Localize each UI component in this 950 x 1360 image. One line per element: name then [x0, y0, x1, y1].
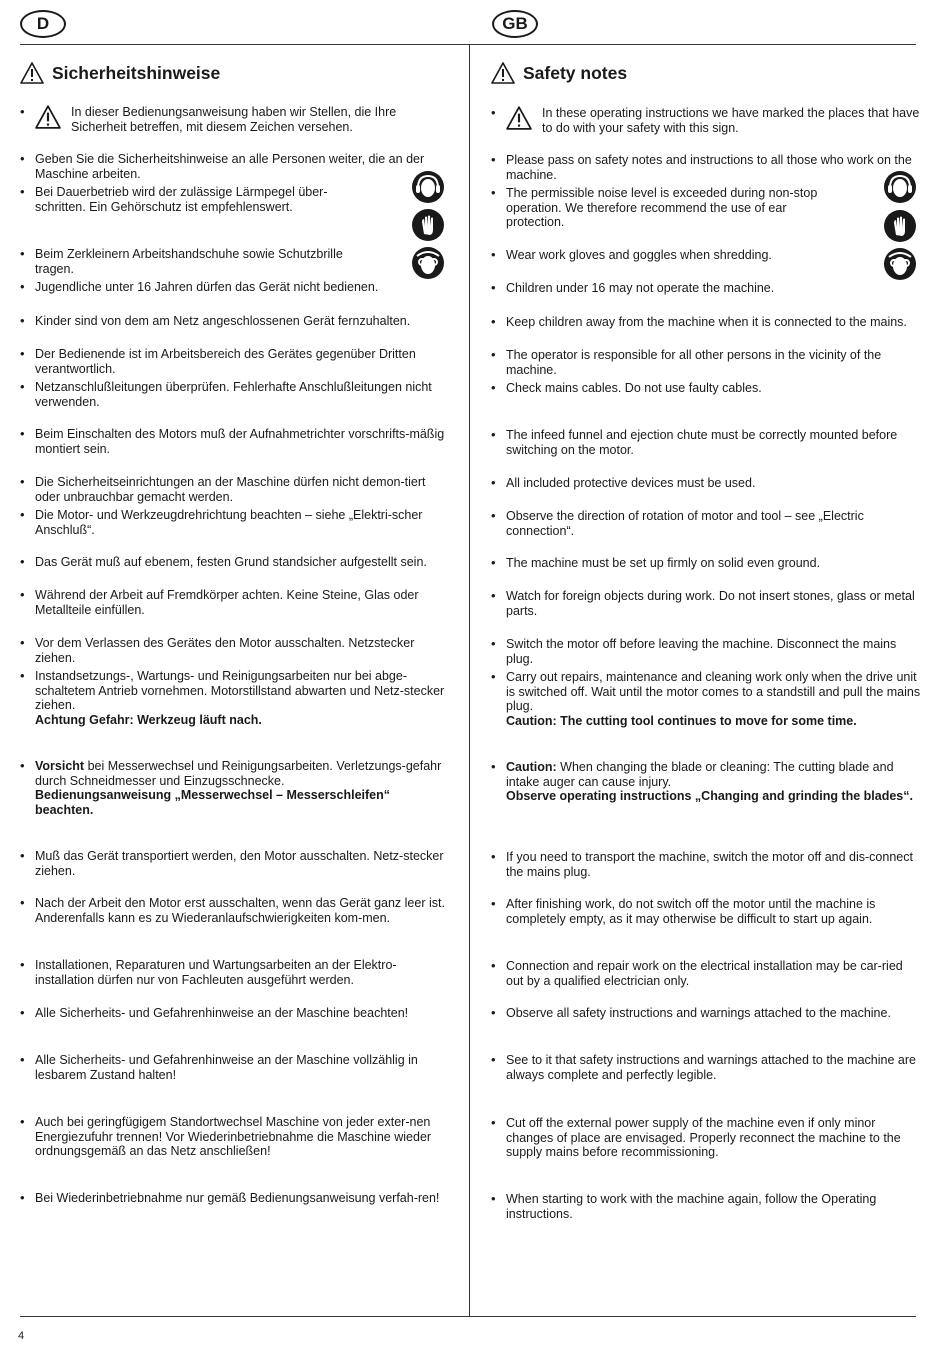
list-item: • Das Gerät muß auf ebenem, festen Grund standsicher aufgestellt sein.: [20, 555, 450, 570]
instruction-reference: Observe operating instructions „Changing and grinding the blades“.: [506, 789, 913, 803]
section-title-gb: Safety notes: [523, 62, 628, 83]
intro-text-de: • In dieser Bedienungsanweisung haben wir Stellen, die Ihre Sicherheit betreffen, mit diesem Zeichen versehen.: [71, 105, 397, 134]
list-item: • Kinder sind von dem am Netz angeschlossenen Gerät fernzuhalten.: [20, 314, 450, 329]
list-item: • When starting to work with the machine again, follow the Operating instructions.: [491, 1192, 921, 1221]
list-item: • Alle Sicherheits- und Gefahrenhinweise an der Maschine beachten!: [20, 1006, 450, 1021]
instruction-reference: Bedienungsanweisung „Messerwechsel – Messerschleifen“ beachten.: [35, 788, 390, 817]
item-text: Instandsetzungs-, Wartungs- und Reinigungsarbeiten nur bei abge-schaltetem Antrieb vornehmen. Motorstillstand abwarten und Netz-stecker ziehen.: [35, 669, 445, 712]
list-item: • All included protective devices must be used.: [491, 476, 921, 491]
list-item: • Switch the motor off before leaving the machine. Disconnect the mains plug.: [491, 637, 921, 666]
face-protection-icon: [883, 247, 917, 281]
warning-triangle-icon: [491, 62, 515, 84]
item-text: bei Messerwechsel und Reinigungsarbeiten. Verletzungs-gefahr durch Schneidmesser und Einzugsschnecke.: [35, 759, 442, 788]
language-badge-gb: GB: [492, 10, 538, 38]
list-item: • If you need to transport the machine, switch the motor off and dis-connect the mains plug.: [491, 850, 921, 879]
list-item: • Bei Dauerbetrieb wird der zulässige Lärmpegel über-schritten. Ein Gehörschutz ist empfehlenswert.: [20, 185, 365, 214]
ear-protection-icon: [411, 170, 445, 204]
list-item: • Geben Sie die Sicherheitshinweise an alle Personen weiter, die an der Maschine arbeiten.: [20, 152, 450, 181]
gloves-icon: [883, 209, 917, 243]
list-item: • Muß das Gerät transportiert werden, den Motor ausschalten. Netz-stecker ziehen.: [20, 849, 450, 878]
list-item: • Auch bei geringfügigem Standortwechsel Maschine von jeder exter-nen Energiezufuhr trennen! Vor Wiederinbetriebnahme die Maschine wieder ordnungsgemäß an das Netz anschließen!: [20, 1115, 450, 1159]
face-protection-icon: [411, 246, 445, 280]
list-item: • The infeed funnel and ejection chute must be correctly mounted before switching on the motor.: [491, 428, 921, 457]
list-item: • Observe the direction of rotation of motor and tool – see „Electric connection“.: [491, 509, 921, 538]
list-item: • Beim Zerkleinern Arbeitshandschuhe sowie Schutzbrille tragen.: [20, 247, 365, 276]
list-item: [491, 670, 921, 728]
list-item: • Observe all safety instructions and warnings attached to the machine.: [491, 1006, 921, 1021]
list-item: • After finishing work, do not switch off the motor until the machine is completely empty, as it may otherwise be difficult to start up again.: [491, 897, 921, 926]
list-item: • See to it that safety instructions and warnings attached to the machine are always complete and perfectly legible.: [491, 1053, 921, 1082]
section-heading-de: [20, 62, 220, 84]
list-item: [20, 669, 450, 727]
warning-triangle-icon: [506, 106, 532, 130]
warning-triangle-icon: [35, 105, 61, 129]
danger-warning: Achtung Gefahr: Werkzeug läuft nach.: [35, 712, 262, 727]
list-item: • Der Bedienende ist im Arbeitsbereich des Gerätes gegenüber Dritten verantwortlich.: [20, 347, 450, 376]
ear-protection-icon: [883, 170, 917, 204]
list-item: • Installationen, Reparaturen und Wartungsarbeiten an der Elektro-installation dürfen nur von Fachleuten ausgeführt werden.: [20, 958, 450, 987]
caution-label: Vorsicht: [35, 759, 85, 773]
list-item: [491, 760, 921, 804]
danger-warning: Caution: The cutting tool continues to move for some time.: [506, 713, 857, 728]
list-item: • Cut off the external power supply of the machine even if only minor changes of place are envisaged. Properly reconnect the machine to the supply mains before recommissioning.: [491, 1116, 921, 1160]
list-item: • Check mains cables. Do not use faulty cables.: [491, 381, 921, 396]
list-item: • Connection and repair work on the electrical installation may be car-ried out by a qualified electrician only.: [491, 959, 921, 988]
list-item: • Bei Wiederinbetriebnahme nur gemäß Bedienungsanweisung verfah-ren!: [20, 1191, 450, 1206]
section-title-de: Sicherheitshinweise: [52, 62, 221, 83]
item-text: Carry out repairs, maintenance and cleaning work only when the drive unit is switched off. Wait until the motor comes to a standstill and pull the mains plug.: [506, 670, 921, 713]
column-divider: [469, 44, 470, 1316]
caution-label: Caution:: [506, 760, 557, 774]
item-text: When changing the blade or cleaning: The cutting blade and intake auger can cause injury.: [506, 760, 894, 789]
list-item: • The machine must be set up firmly on solid even ground.: [491, 556, 921, 571]
language-badge-de: D: [20, 10, 66, 38]
warning-triangle-icon: [20, 62, 44, 84]
list-item: • Netzanschlußleitungen überprüfen. Fehlerhafte Anschlußleitungen nicht verwenden.: [20, 380, 450, 409]
list-item: • Beim Einschalten des Motors muß der Aufnahmetrichter vorschrifts-mäßig montiert sein.: [20, 427, 450, 456]
list-item: • Vor dem Verlassen des Gerätes den Motor ausschalten. Netzstecker ziehen.: [20, 636, 450, 665]
list-item: • The permissible noise level is exceeded during non-stop operation. We therefore recommend the use of ear protection.: [491, 186, 836, 230]
list-item: • Jugendliche unter 16 Jahren dürfen das Gerät nicht bedienen.: [20, 280, 450, 295]
list-item: • Children under 16 may not operate the machine.: [491, 281, 921, 296]
list-item: • Wear work gloves and goggles when shredding.: [491, 248, 836, 263]
intro-item-gb: [491, 106, 921, 135]
list-item: • Alle Sicherheits- und Gefahrenhinweise an der Maschine vollzählig in lesbarem Zustand halten!: [20, 1053, 450, 1082]
column-english: [491, 0, 931, 1360]
intro-text-gb: • In these operating instructions we have marked the places that have to do with your safety with this sign.: [542, 106, 920, 135]
list-item: • Watch for foreign objects during work. Do not insert stones, glass or metal parts.: [491, 589, 921, 618]
page-number: 4: [18, 1330, 25, 1342]
column-german: [20, 0, 460, 1360]
list-item: • Keep children away from the machine when it is connected to the mains.: [491, 315, 921, 330]
section-heading-gb: [491, 62, 627, 84]
list-item: • Please pass on safety notes and instructions to all those who work on the machine.: [491, 153, 921, 182]
gloves-icon: [411, 208, 445, 242]
list-item: • Während der Arbeit auf Fremdkörper achten. Keine Steine, Glas oder Metallteile einfüllen.: [20, 588, 450, 617]
list-item: • The operator is responsible for all other persons in the vicinity of the machine.: [491, 348, 921, 377]
list-item: • Die Motor- und Werkzeugdrehrichtung beachten – siehe „Elektri-scher Anschluß“.: [20, 508, 450, 537]
list-item: [20, 759, 450, 817]
list-item: • Nach der Arbeit den Motor erst ausschalten, wenn das Gerät ganz leer ist. Anderenfalls kann es zu Wiederanlaufschwierigkeiten kom-men.: [20, 896, 450, 925]
intro-item-de: [20, 105, 450, 134]
list-item: • Die Sicherheitseinrichtungen an der Maschine dürfen nicht demon-tiert oder unbrauchbar gemacht werden.: [20, 475, 450, 504]
